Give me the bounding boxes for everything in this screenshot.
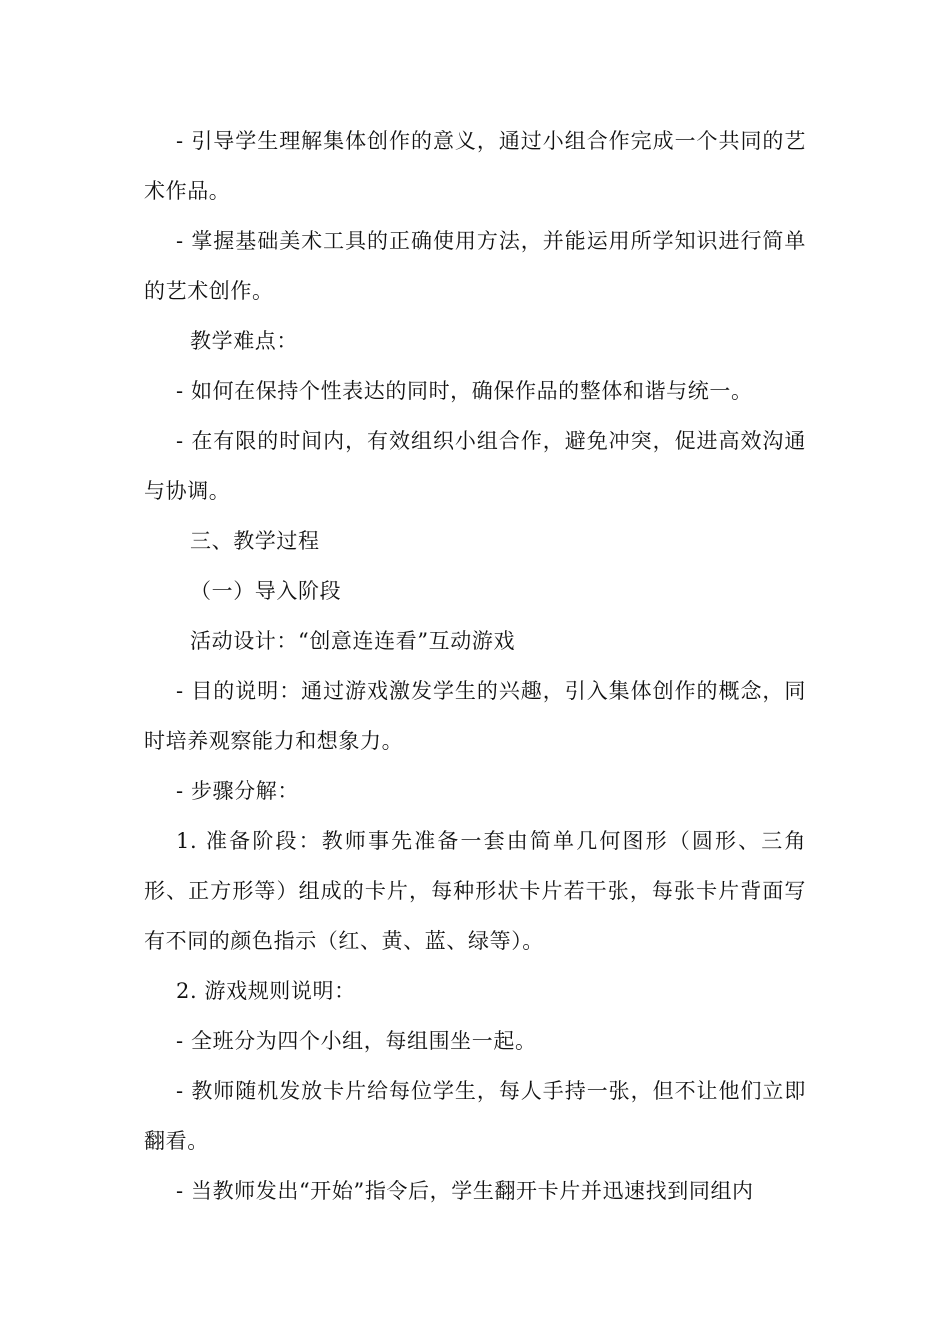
difficulty-item-2: - 在有限的时间内，有效组织小组合作，避免冲突，促进高效沟通与协调。 — [144, 429, 806, 503]
objective-item-1: - 引导学生理解集体创作的意义，通过小组合作完成一个共同的艺术作品。 — [144, 129, 806, 203]
difficulty-heading: 教学难点： — [190, 329, 298, 353]
subsection-heading-intro: （一）导入阶段 — [190, 579, 342, 603]
objective-item-2: - 掌握基础美术工具的正确使用方法，并能运用所学知识进行简单的艺术创作。 — [144, 229, 806, 303]
rule-item-3: - 当教师发出“开始”指令后，学生翻开卡片并迅速找到同组内 — [176, 1179, 754, 1203]
step-2: 2. 游戏规则说明： — [176, 979, 356, 1003]
rule-item-2: - 教师随机发放卡片给每位学生，每人手持一张，但不让他们立即翻看。 — [144, 1079, 806, 1153]
difficulty-item-1: - 如何在保持个性表达的同时，确保作品的整体和谐与统一。 — [176, 379, 753, 403]
activity-design: 活动设计：“创意连连看”互动游戏 — [190, 629, 516, 653]
purpose-item: - 目的说明：通过游戏激发学生的兴趣，引入集体创作的概念，同时培养观察能力和想象力。 — [144, 679, 806, 753]
document-page — [144, 116, 806, 1216]
steps-heading: - 步骤分解： — [176, 779, 299, 803]
rule-item-1: - 全班分为四个小组，每组围坐一起。 — [176, 1029, 537, 1053]
section-heading-process: 三、教学过程 — [190, 529, 320, 553]
step-1: 1. 准备阶段：教师事先准备一套由简单几何图形（圆形、三角形、正方形等）组成的卡片，每种形状卡片若干张，每张卡片背面写有不同的颜色指示（红、黄、蓝、绿等）。 — [144, 829, 806, 953]
